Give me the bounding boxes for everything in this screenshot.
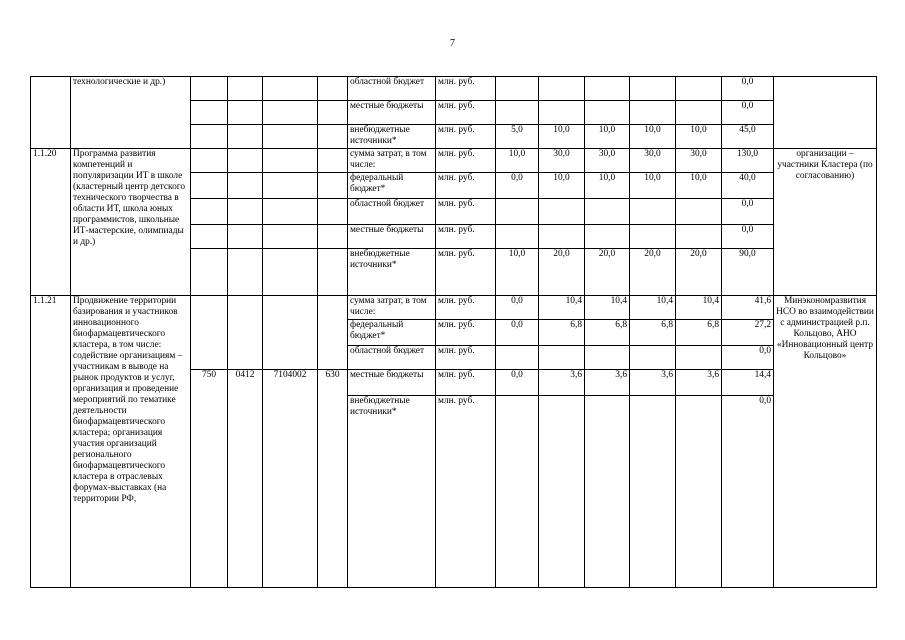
code-cell: [263, 149, 318, 173]
year-value: [496, 396, 539, 588]
year-value: 3,6: [585, 370, 630, 396]
year-value: [585, 396, 630, 588]
year-value: 10,0: [630, 173, 676, 199]
year-value: [539, 225, 585, 249]
code-cell: [263, 125, 318, 149]
funding-source: областной бюджет: [348, 77, 436, 101]
item-description: Программа развития компетенций и популяризации ИТ в школе (кластерный центр детского технического творчества в области ИТ, школа юных программистов, школьные ИТ-мастерские, олимпиады и др.): [71, 149, 191, 296]
funding-source: сумма затрат, в том числе:: [348, 149, 436, 173]
code-cell: [318, 199, 348, 225]
item-description: Продвижение территории базирования и участников инновационного биофармацевтического кластера, в том числе: содействие организациям – участникам в выводе на рынок продуктов и услуг, организация и проведение мероприятий по тематике деятельности биофармацевтического кластера; организация участия организаций регионального биофармацевтического кластера в отраслевых форумах-выставках (на территории РФ,: [71, 296, 191, 588]
code-cell: [263, 101, 318, 125]
total-value: 0,0: [722, 77, 774, 101]
year-value: 6,8: [630, 320, 676, 346]
year-value: [539, 396, 585, 588]
year-value: [496, 199, 539, 225]
year-value: [496, 346, 539, 370]
code-cell: [318, 249, 348, 296]
year-value: 20,0: [539, 249, 585, 296]
code-cell: [228, 225, 263, 249]
year-value: 10,0: [676, 173, 722, 199]
funding-source: федеральный бюджет*: [348, 173, 436, 199]
year-value: 10,4: [539, 296, 585, 320]
unit: млн. руб.: [436, 370, 496, 396]
year-value: 10,0: [539, 173, 585, 199]
year-value: [585, 77, 630, 101]
year-value: [676, 199, 722, 225]
year-value: [630, 396, 676, 588]
empty-cell: [318, 296, 348, 370]
code-cell: [263, 249, 318, 296]
code-cell: [191, 77, 228, 101]
rzpr-code: 0412: [228, 370, 263, 588]
code-cell: [191, 249, 228, 296]
year-value: 6,8: [676, 320, 722, 346]
unit: млн. руб.: [436, 199, 496, 225]
year-value: 30,0: [585, 149, 630, 173]
year-value: [630, 77, 676, 101]
year-value: 6,8: [539, 320, 585, 346]
year-value: [630, 101, 676, 125]
item-number: 1.1.20: [31, 149, 71, 296]
funding-source: местные бюджеты: [348, 370, 436, 396]
code-cell: [318, 149, 348, 173]
year-value: [630, 346, 676, 370]
year-value: [496, 101, 539, 125]
unit: млн. руб.: [436, 320, 496, 346]
unit: млн. руб.: [436, 249, 496, 296]
code-cell: [191, 125, 228, 149]
total-value: 0,0: [722, 199, 774, 225]
year-value: 30,0: [630, 149, 676, 173]
unit: млн. руб.: [436, 77, 496, 101]
item-number: 1.1.21: [31, 296, 71, 588]
code-cell: [263, 225, 318, 249]
year-value: 10,0: [676, 125, 722, 149]
funding-source: местные бюджеты: [348, 101, 436, 125]
year-value: 10,0: [496, 149, 539, 173]
year-value: 3,6: [539, 370, 585, 396]
vr-code: 630: [318, 370, 348, 588]
year-value: 3,6: [676, 370, 722, 396]
funding-source: внебюджетные источники*: [348, 396, 436, 588]
funding-source: федеральный бюджет*: [348, 320, 436, 346]
year-value: [630, 225, 676, 249]
code-cell: [191, 149, 228, 173]
funding-source: областной бюджет: [348, 199, 436, 225]
code-cell: [228, 125, 263, 149]
year-value: 20,0: [630, 249, 676, 296]
code-cell: [318, 225, 348, 249]
year-value: 10,0: [496, 249, 539, 296]
year-value: [676, 396, 722, 588]
table-row: [31, 77, 877, 101]
year-value: [539, 199, 585, 225]
unit: млн. руб.: [436, 101, 496, 125]
item-number: [31, 77, 71, 149]
funding-source: внебюджетные источники*: [348, 249, 436, 296]
total-value: 14,4: [722, 370, 774, 396]
code-cell: [228, 101, 263, 125]
code-cell: [191, 225, 228, 249]
year-value: [496, 77, 539, 101]
year-value: [539, 101, 585, 125]
funding-source: внебюджетные источники*: [348, 125, 436, 149]
total-value: 27,2: [722, 320, 774, 346]
code-cell: [191, 199, 228, 225]
year-value: [676, 346, 722, 370]
unit: млн. руб.: [436, 396, 496, 588]
total-value: 0,0: [722, 101, 774, 125]
code-cell: [191, 173, 228, 199]
code-cell: [228, 173, 263, 199]
code-cell: [228, 77, 263, 101]
year-value: [585, 346, 630, 370]
year-value: [676, 225, 722, 249]
year-value: 6,8: [585, 320, 630, 346]
year-value: 10,0: [630, 125, 676, 149]
code-cell: [318, 101, 348, 125]
csr-code: 7104002: [263, 370, 318, 588]
year-value: [585, 225, 630, 249]
total-value: 130,0: [722, 149, 774, 173]
year-value: [676, 101, 722, 125]
year-value: [496, 225, 539, 249]
empty-cell: [263, 296, 318, 370]
year-value: 0,0: [496, 320, 539, 346]
total-value: 0,0: [722, 346, 774, 370]
item-description: технологические и др.): [71, 77, 191, 149]
year-value: 10,4: [585, 296, 630, 320]
year-value: 3,6: [630, 370, 676, 396]
total-value: 0,0: [722, 225, 774, 249]
funding-source: областной бюджет: [348, 346, 436, 370]
year-value: 20,0: [676, 249, 722, 296]
code-cell: [191, 101, 228, 125]
code-cell: [263, 77, 318, 101]
grbs-code: 750: [191, 370, 228, 588]
empty-cell: [191, 296, 228, 370]
code-cell: [228, 249, 263, 296]
code-cell: [263, 199, 318, 225]
page-number: 7: [450, 38, 455, 49]
year-value: 10,0: [585, 125, 630, 149]
total-value: 0,0: [722, 396, 774, 588]
unit: млн. руб.: [436, 149, 496, 173]
total-value: 40,0: [722, 173, 774, 199]
funding-source: сумма затрат, в том числе:: [348, 296, 436, 320]
year-value: 5,0: [496, 125, 539, 149]
year-value: 10,4: [676, 296, 722, 320]
code-cell: [318, 125, 348, 149]
year-value: 10,0: [585, 173, 630, 199]
code-cell: [228, 199, 263, 225]
code-cell: [318, 77, 348, 101]
code-cell: [318, 173, 348, 199]
year-value: 10,4: [630, 296, 676, 320]
total-value: 41,6: [722, 296, 774, 320]
year-value: 30,0: [676, 149, 722, 173]
total-value: 45,0: [722, 125, 774, 149]
table-row: [31, 149, 877, 173]
total-value: 90,0: [722, 249, 774, 296]
year-value: [585, 199, 630, 225]
year-value: 30,0: [539, 149, 585, 173]
empty-cell: [228, 296, 263, 370]
year-value: [676, 77, 722, 101]
year-value: [539, 77, 585, 101]
code-cell: [228, 149, 263, 173]
year-value: 0,0: [496, 296, 539, 320]
unit: млн. руб.: [436, 296, 496, 320]
unit: млн. руб.: [436, 346, 496, 370]
unit: млн. руб.: [436, 125, 496, 149]
year-value: 0,0: [496, 173, 539, 199]
funding-source: местные бюджеты: [348, 225, 436, 249]
executor: Минэкономразвития НСО во взаимодействии с администрацией р.п. Кольцово, АНО «Инновационный центр Кольцово»: [774, 296, 877, 588]
year-value: [539, 346, 585, 370]
table-row: [31, 296, 877, 320]
program-table: [30, 76, 877, 588]
year-value: [630, 199, 676, 225]
unit: млн. руб.: [436, 173, 496, 199]
year-value: 10,0: [539, 125, 585, 149]
year-value: 0,0: [496, 370, 539, 396]
year-value: [585, 101, 630, 125]
executor: [774, 77, 877, 149]
year-value: 20,0: [585, 249, 630, 296]
executor: организации – участники Кластера (по согласованию): [774, 149, 877, 296]
unit: млн. руб.: [436, 225, 496, 249]
code-cell: [263, 173, 318, 199]
